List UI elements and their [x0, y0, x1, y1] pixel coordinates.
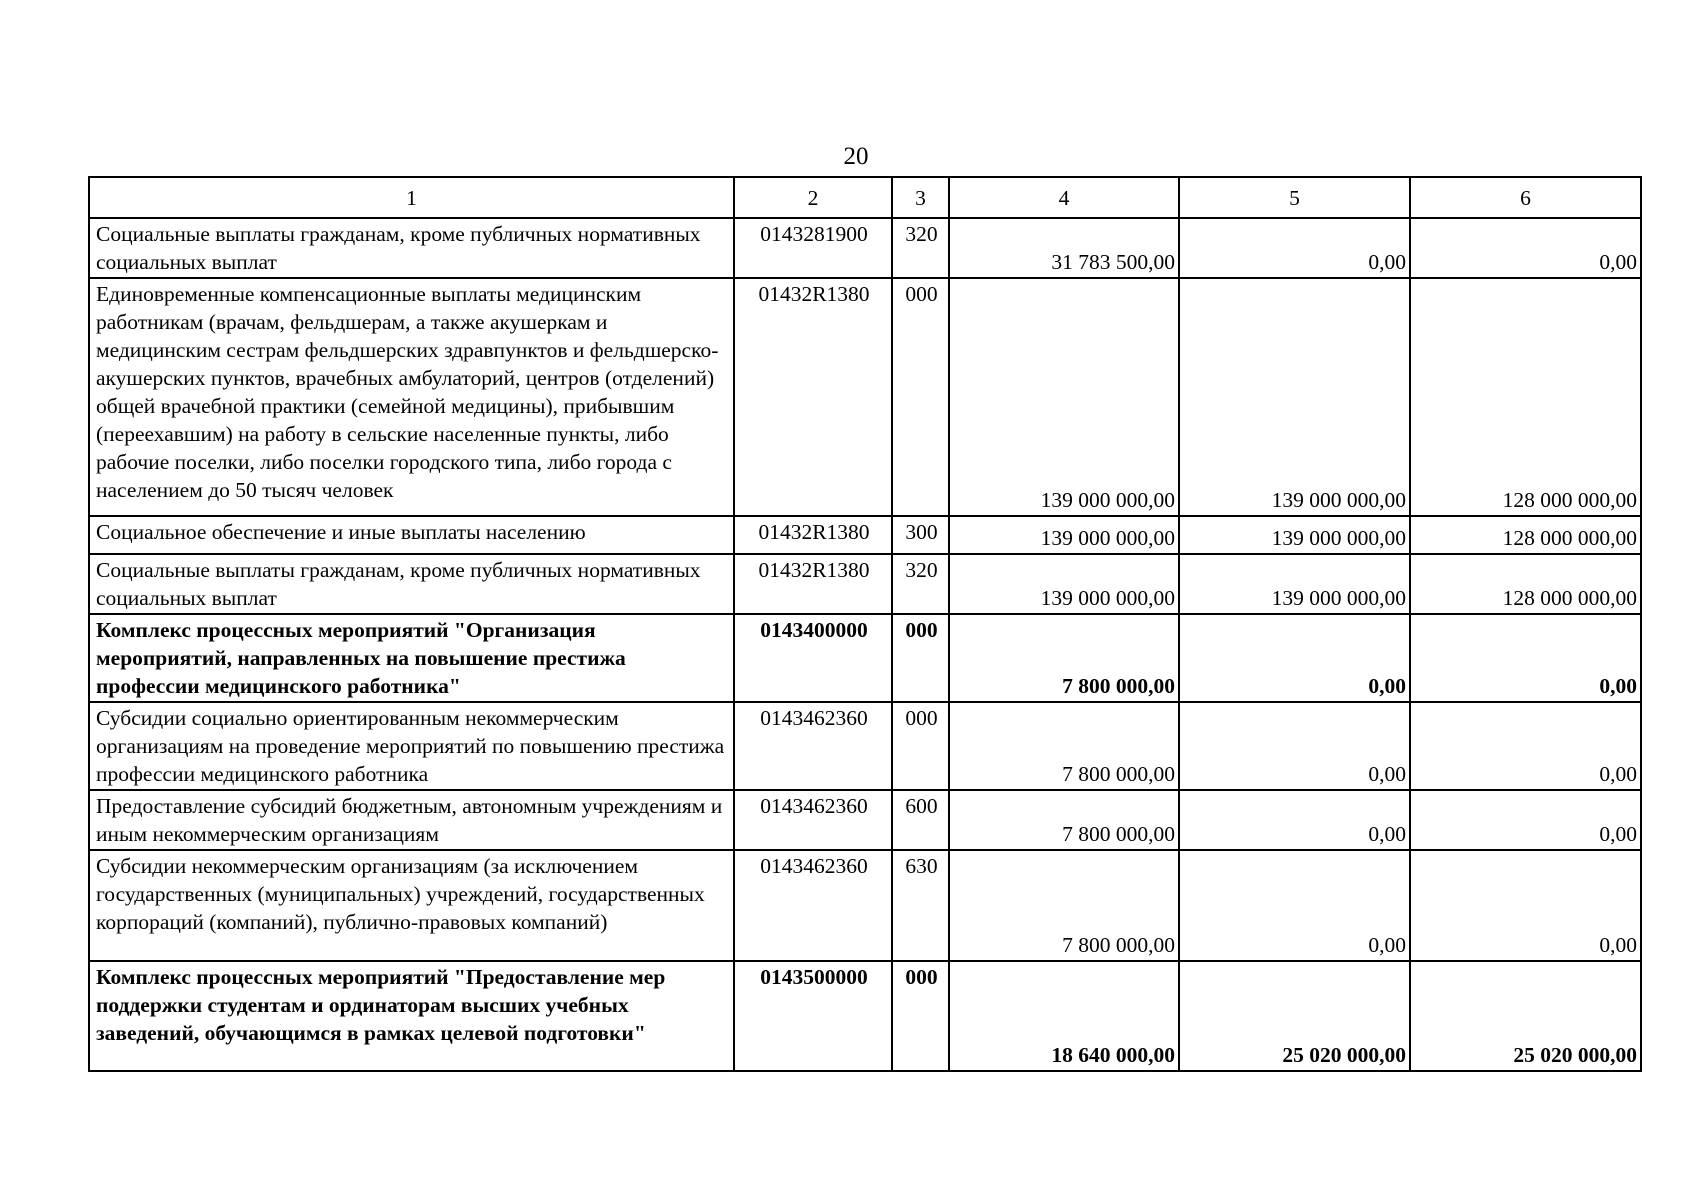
row-name: Субсидии социально ориентированным некоммерческим организациям на проведение мероприятий по повышению престижа профессии медицинского работника: [89, 702, 734, 790]
row-value-col5: 0,00: [1179, 218, 1410, 278]
row-expense-type: 600: [892, 790, 949, 850]
row-name: Предоставление субсидий бюджетным, автономным учреждениям и иным некоммерческим организациям: [89, 790, 734, 850]
row-value-col4: 7 800 000,00: [949, 614, 1179, 702]
table-row: [89, 554, 1641, 614]
row-value-col6: 0,00: [1410, 850, 1641, 961]
row-value-col6: 0,00: [1410, 790, 1641, 850]
column-number-header-row: [89, 177, 1641, 218]
row-value-col5: 0,00: [1179, 790, 1410, 850]
row-name: Социальные выплаты гражданам, кроме публичных нормативных социальных выплат: [89, 218, 734, 278]
column-header-4: 4: [949, 177, 1179, 218]
column-header-2: 2: [734, 177, 892, 218]
row-name: Социальные выплаты гражданам, кроме публичных нормативных социальных выплат: [89, 554, 734, 614]
table-row: [89, 702, 1641, 790]
table-row: [89, 850, 1641, 961]
row-value-col6: 0,00: [1410, 614, 1641, 702]
table-row: [89, 218, 1641, 278]
table-row: [89, 614, 1641, 702]
row-expense-type: 000: [892, 702, 949, 790]
row-value-col5: 0,00: [1179, 702, 1410, 790]
row-name: Субсидии некоммерческим организациям (за исключением государственных (муниципальных) учреждений, государственных корпораций (компаний), публично-правовых компаний): [89, 850, 734, 961]
row-code: 0143281900: [734, 218, 892, 278]
column-header-5: 5: [1179, 177, 1410, 218]
row-value-col4: 139 000 000,00: [949, 516, 1179, 554]
row-value-col4: 139 000 000,00: [949, 278, 1179, 516]
table-row: [89, 961, 1641, 1071]
row-code: 0143462360: [734, 702, 892, 790]
page-number: 20: [843, 143, 869, 170]
row-code: 0143462360: [734, 850, 892, 961]
row-code: 0143400000: [734, 614, 892, 702]
column-header-6: 6: [1410, 177, 1641, 218]
row-value-col6: 128 000 000,00: [1410, 516, 1641, 554]
row-code: 01432R1380: [734, 554, 892, 614]
row-value-col6: 128 000 000,00: [1410, 278, 1641, 516]
row-value-col6: 128 000 000,00: [1410, 554, 1641, 614]
row-value-col6: 0,00: [1410, 218, 1641, 278]
column-header-1: 1: [89, 177, 734, 218]
row-expense-type: 000: [892, 614, 949, 702]
table-row: [89, 790, 1641, 850]
row-expense-type: 320: [892, 554, 949, 614]
row-value-col4: 7 800 000,00: [949, 790, 1179, 850]
row-name: Социальное обеспечение и иные выплаты населению: [89, 516, 734, 554]
table-row: [89, 278, 1641, 516]
row-expense-type: 000: [892, 278, 949, 516]
budget-table-body: [89, 177, 1641, 1071]
row-value-col5: 139 000 000,00: [1179, 516, 1410, 554]
row-expense-type: 300: [892, 516, 949, 554]
row-value-col4: 18 640 000,00: [949, 961, 1179, 1071]
row-code: 01432R1380: [734, 278, 892, 516]
table-row: [89, 516, 1641, 554]
row-code: 01432R1380: [734, 516, 892, 554]
budget-table: [88, 176, 1642, 1072]
row-value-col4: 7 800 000,00: [949, 702, 1179, 790]
row-value-col4: 31 783 500,00: [949, 218, 1179, 278]
row-value-col4: 7 800 000,00: [949, 850, 1179, 961]
column-header-3: 3: [892, 177, 949, 218]
row-value-col5: 25 020 000,00: [1179, 961, 1410, 1071]
row-value-col5: 139 000 000,00: [1179, 554, 1410, 614]
row-code: 0143500000: [734, 961, 892, 1071]
row-expense-type: 000: [892, 961, 949, 1071]
row-value-col6: 25 020 000,00: [1410, 961, 1641, 1071]
row-name: Комплекс процессных мероприятий "Предоставление мер поддержки студентам и ординаторам высших учебных заведений, обучающимся в рамках целевой подготовки": [89, 961, 734, 1071]
row-value-col5: 0,00: [1179, 850, 1410, 961]
row-value-col6: 0,00: [1410, 702, 1641, 790]
row-value-col4: 139 000 000,00: [949, 554, 1179, 614]
row-name: Комплекс процессных мероприятий "Организация мероприятий, направленных на повышение престижа профессии медицинского работника": [89, 614, 734, 702]
row-value-col5: 139 000 000,00: [1179, 278, 1410, 516]
row-value-col5: 0,00: [1179, 614, 1410, 702]
row-name: Единовременные компенсационные выплаты медицинским работникам (врачам, фельдшерам, а также акушеркам и медицинским сестрам фельдшерских здравпунктов и фельдшерско-акушерских пунктов, врачебных амбулаторий, центров (отделений) общей врачебной практики (семейной медицины), прибывшим (переехавшим) на работу в сельские населенные пункты, либо рабочие поселки, либо поселки городского типа, либо города с населением до 50 тысяч человек: [89, 278, 734, 516]
row-code: 0143462360: [734, 790, 892, 850]
row-expense-type: 320: [892, 218, 949, 278]
row-expense-type: 630: [892, 850, 949, 961]
